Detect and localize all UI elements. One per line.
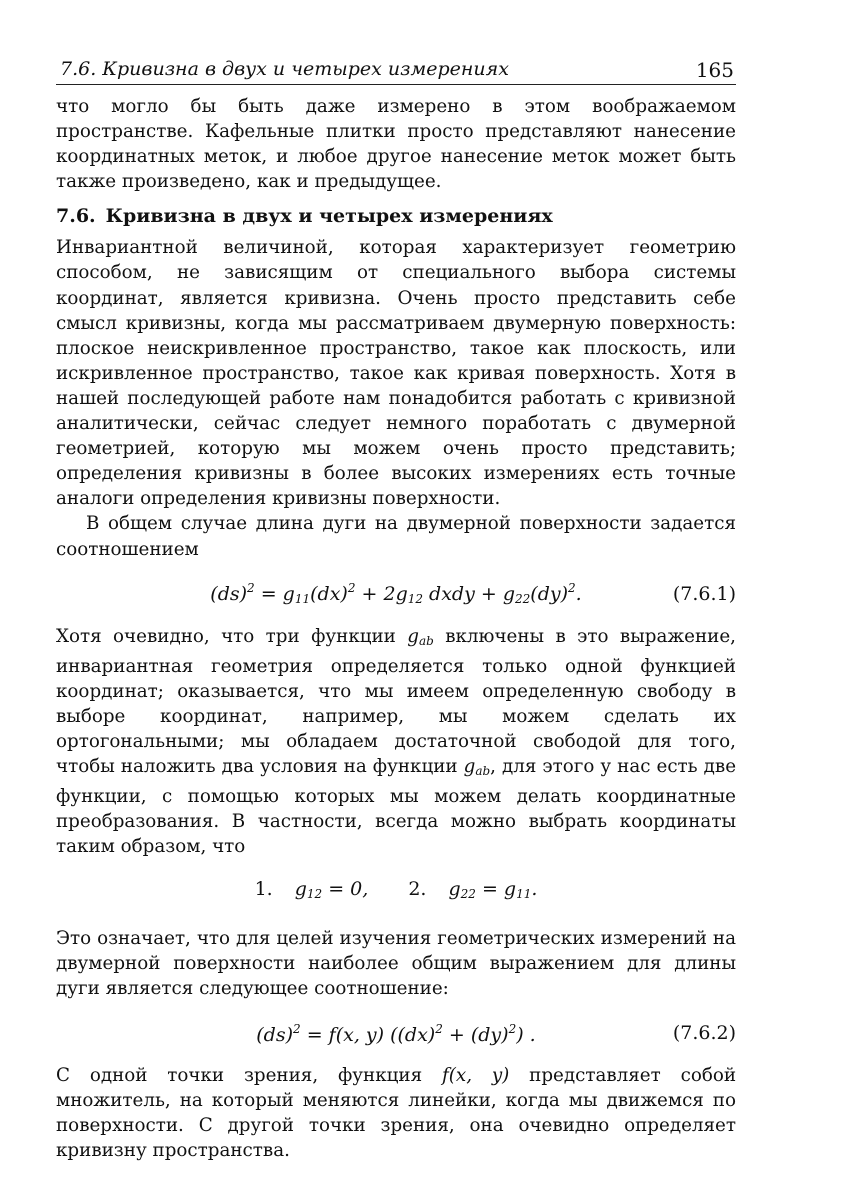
condition-number: 2.: [408, 878, 427, 901]
equation-7-6-2: [56, 1013, 736, 1053]
inline-math-gab: $g_{ab}$: [407, 625, 434, 648]
paragraph-general-expression: Это означает, что для целей изучения геометрических измерений на двумерной поверхности наиболее общим выражением для длины дуги является следующее соотношение:: [56, 927, 736, 999]
section-heading: [56, 204, 736, 229]
text-run: , для этого у нас есть две функции, с помощью которых мы можем делать координатные преобразования. В частности, всегда можно выбрать координаты таким образом, что: [56, 756, 737, 858]
text-run: представляет собой множитель, на который меняются линейки, когда мы движемся по поверхности. С другой точки зрения, она очевидно определяет кривизну пространства.: [56, 1064, 737, 1162]
paragraph-arc-length: В общем случае длина дуги на двумерной поверхности задается соотношением: [56, 513, 736, 560]
coordinate-conditions: [56, 877, 736, 907]
paragraph-curvature-intro: Инвариантной величиной, которая характеризует геометрию способом, не зависящим от специального выбора системы координат, является кривизна. Очень просто представить себе смысл кривизны, когда мы рассматриваем двумерную поверхность: плоское неискривленное пространство, такое как плоскость, или искривленное пространство, такое как кривая поверхность. Хотя в нашей последующей работе нам понадобится работать с кривизной аналитически, сейчас следует немного поработать с двумерной геометрией, которую мы можем очень просто представить; определения кривизны в более высоких измерениях есть точные аналоги определения кривизны поверхности.: [56, 237, 736, 510]
equation-number: (7.6.1): [672, 582, 736, 605]
condition-2: 2. $g_{22} = g_{11}$.: [408, 878, 538, 902]
section-number: 7.6.: [56, 205, 96, 228]
paragraph-continued: что могло бы быть даже измерено в этом воображаемом пространстве. Кафельные плитки просто представляют нанесение координатных меток, и любое другое нанесение меток может быть также произведено, как и предыдущее.: [56, 96, 736, 193]
text-run: включены в это выражение, инвариантная геометрия определяется только одной функцией координат; оказывается, что мы имеем определенную свободу в выборе координат, например, мы можем сделать их ортогональными; мы обладаем достаточной свободой для того, чтобы наложить два условия на функции: [56, 625, 736, 778]
inline-math-gab: $g_{ab}$: [463, 756, 491, 779]
page-number: 165: [695, 58, 734, 82]
equation-7-6-2-formula: (ds)$^2$ = f(x, y) ((dx)$^2$ + (dy)$^2$) .: [256, 1022, 536, 1047]
condition-1: 1. $g_{12} = 0$,: [254, 878, 369, 902]
equation-7-6-1-formula: $(ds)^2 = g_{11}(dx)^2 + 2g_{12}$ dxdy + $g_{22}(dy)^2$.: [210, 580, 582, 606]
page-body: [56, 94, 736, 1163]
equation-7-6-1: [56, 574, 736, 614]
paragraph-gauge-freedom: [56, 624, 736, 860]
running-head: 7.6. Кривизна в двух и четырех измерениях: [60, 58, 509, 80]
inline-math-fxy: f(x, y): [441, 1064, 510, 1086]
text-run: Хотя очевидно, что три функции: [56, 625, 396, 647]
page-header: [56, 56, 736, 85]
text-run: С одной точки зрения, функция: [56, 1064, 423, 1086]
equation-number: (7.6.2): [672, 1021, 736, 1044]
paragraph-interpretation: [56, 1063, 736, 1163]
section-title: Кривизна в двух и четырех измерениях: [105, 205, 553, 228]
condition-number: 1.: [254, 878, 273, 901]
